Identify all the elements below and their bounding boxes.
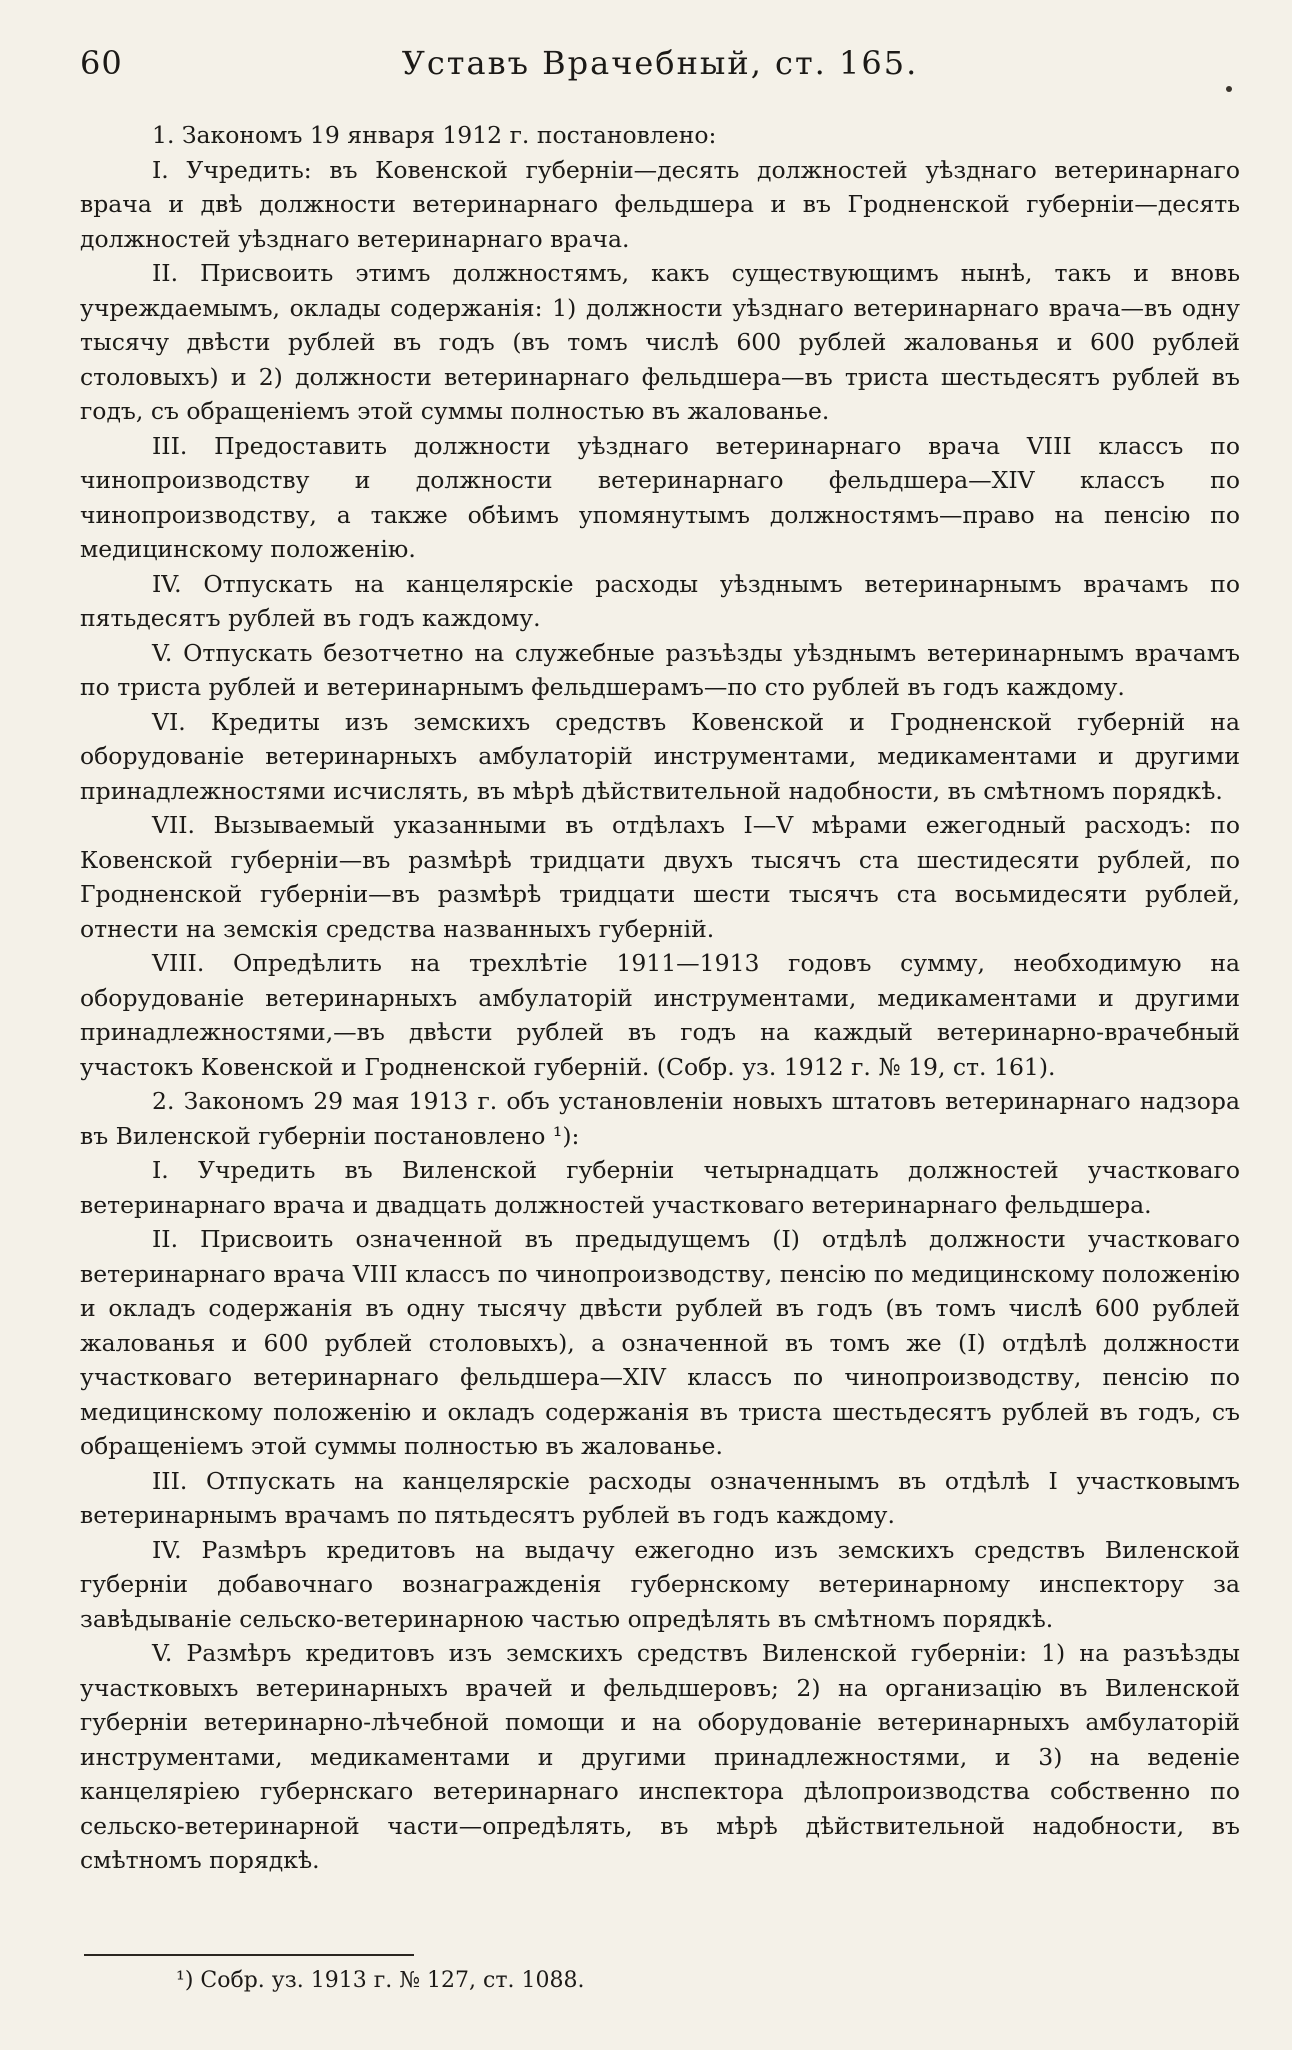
- paragraph-law-1: 1. Закономъ 19 января 1912 г. постановлено:: [152, 121, 717, 149]
- paragraph-1-VII: VII. Вызываемый указанными въ отдѣлахъ I—V мѣрами ежегодный расходъ: по Ковенской губерніи—въ размѣрѣ тридцати двухъ тысячъ ста шестидесяти рублей, по Гродненской губерніи—въ размѣрѣ тридцати шести тысячъ ста восьмидесяти рублей, отнести на земскія средства названныхъ губерній.: [80, 811, 1240, 943]
- paragraph-2-IV: IV. Размѣръ кредитовъ на выдачу ежегодно изъ земскихъ средствъ Виленской губерніи добавочнаго вознагражденія губернскому ветеринарному инспектору за завѣдываніе сельско-ветеринарною частью опредѣлять въ смѣтномъ порядкѣ.: [80, 1535, 1240, 1633]
- paragraph-2-I: I. Учредить въ Виленской губерніи четырнадцать должностей участковаго ветеринарнаго врача и двадцать должностей участковаго ветеринарнаго фельдшера.: [80, 1156, 1240, 1219]
- paragraph-1-VI: VI. Кредиты изъ земскихъ средствъ Ковенской и Гродненской губерній на оборудованіе ветеринарныхъ амбулаторій инструментами, медикаментами и другими принадлежностями исчислять, въ мѣрѣ дѣйствительной надобности, въ смѣтномъ порядкѣ.: [80, 707, 1240, 805]
- page-number: 60: [80, 44, 123, 82]
- paragraph-1-II: II. Присвоить этимъ должностямъ, какъ существующимъ нынѣ, такъ и вновь учреждаемымъ, оклады содержанія: 1) должности уѣзднаго ветеринарнаго врача—въ одну тысячу двѣсти рублей въ годъ (въ томъ числѣ 600 рублей жалованья и 600 рублей столовыхъ) и 2) должности ветеринарнаго фельдшера—въ триста шестьдесятъ рублей въ годъ, съ обращеніемъ этой суммы полностью въ жалованье.: [80, 259, 1240, 425]
- paragraph-1-VIII: VIII. Опредѣлить на трехлѣтіе 1911—1913 годовъ сумму, необходимую на оборудованіе ветеринарныхъ амбулаторій инструментами, медикаментами и другими принадлежностями,—въ двѣсти рублей въ годъ на каждый ветеринарно-врачебный участокъ Ковенской и Гродненской губерній. (Собр. уз. 1912 г. № 19, ст. 161).: [80, 949, 1240, 1081]
- footnote: ¹) Собр. уз. 1913 г. № 127, ст. 1088.: [176, 1968, 585, 1993]
- paragraph-1-V: V. Отпускать безотчетно на служебные разъѣзды уѣзднымъ ветеринарнымъ врачамъ по триста рублей и ветеринарнымъ фельдшерамъ—по сто рублей въ годъ каждому.: [80, 638, 1240, 701]
- print-speck: [1226, 86, 1232, 92]
- paragraph-2-III: III. Отпускать на канцелярскіе расходы означеннымъ въ отдѣлѣ I участковымъ ветеринарнымъ врачамъ по пятьдесятъ рублей въ годъ каждому.: [80, 1466, 1240, 1529]
- paragraph-1-I: I. Учредить: въ Ковенской губерніи—десять должностей уѣзднаго ветеринарнаго врача и двѣ должности ветеринарнаго фельдшера и въ Гродненской губерніи—десять должностей уѣзднаго ветеринарнаго врача.: [80, 155, 1240, 253]
- footnote-divider: [84, 1954, 414, 1956]
- page-header: [80, 44, 1240, 96]
- running-title: Уставъ Врачебный, ст. 165.: [401, 44, 919, 82]
- paragraph-2-V: V. Размѣръ кредитовъ изъ земскихъ средствъ Виленской губерніи: 1) на разъѣзды участковыхъ ветеринарныхъ врачей и фельдшеровъ; 2) на организацію въ Виленской губерніи ветеринарно-лѣчебной помощи и на оборудованіе ветеринарныхъ амбулаторій инструментами, медикаментами и другими принадлежностями, и 3) на веденіе канцеляріею губернскаго ветеринарнаго инспектора дѣлопроизводства собственно по сельско-ветеринарной части—опредѣлять, въ мѣрѣ дѣйствительной надобности, въ смѣтномъ порядкѣ.: [80, 1639, 1240, 1874]
- paragraph-1-III: III. Предоставить должности уѣзднаго ветеринарнаго врача VIII классъ по чинопроизводству и должности ветеринарнаго фельдшера—XIV классъ по чинопроизводству, а также обѣимъ упомянутымъ должностямъ—право на пенсію по медицинскому положенію.: [80, 431, 1240, 563]
- paragraph-law-2: 2. Закономъ 29 мая 1913 г. объ установленіи новыхъ штатовъ ветеринарнаго надзора въ Виленской губерніи постановлено ¹):: [80, 1087, 1240, 1150]
- paragraph-1-IV: IV. Отпускать на канцелярскіе расходы уѣзднымъ ветеринарнымъ врачамъ по пятьдесятъ рублей въ годъ каждому.: [80, 569, 1240, 632]
- page-body: [80, 118, 1240, 1878]
- paragraph-2-II: II. Присвоить означенной въ предыдущемъ (I) отдѣлѣ должности участковаго ветеринарнаго врача VIII классъ по чинопроизводству, пенсію по медицинскому положенію и окладъ содержанія въ одну тысячу двѣсти рублей въ годъ (въ томъ числѣ 600 рублей жалованья и 600 рублей столовыхъ), а означенной въ томъ же (I) отдѣлѣ должности участковаго ветеринарнаго фельдшера—XIV классъ по чинопроизводству, пенсію по медицинскому положенію и окладъ содержанія въ триста шестьдесятъ рублей въ годъ, съ обращеніемъ этой суммы полностью въ жалованье.: [80, 1225, 1240, 1460]
